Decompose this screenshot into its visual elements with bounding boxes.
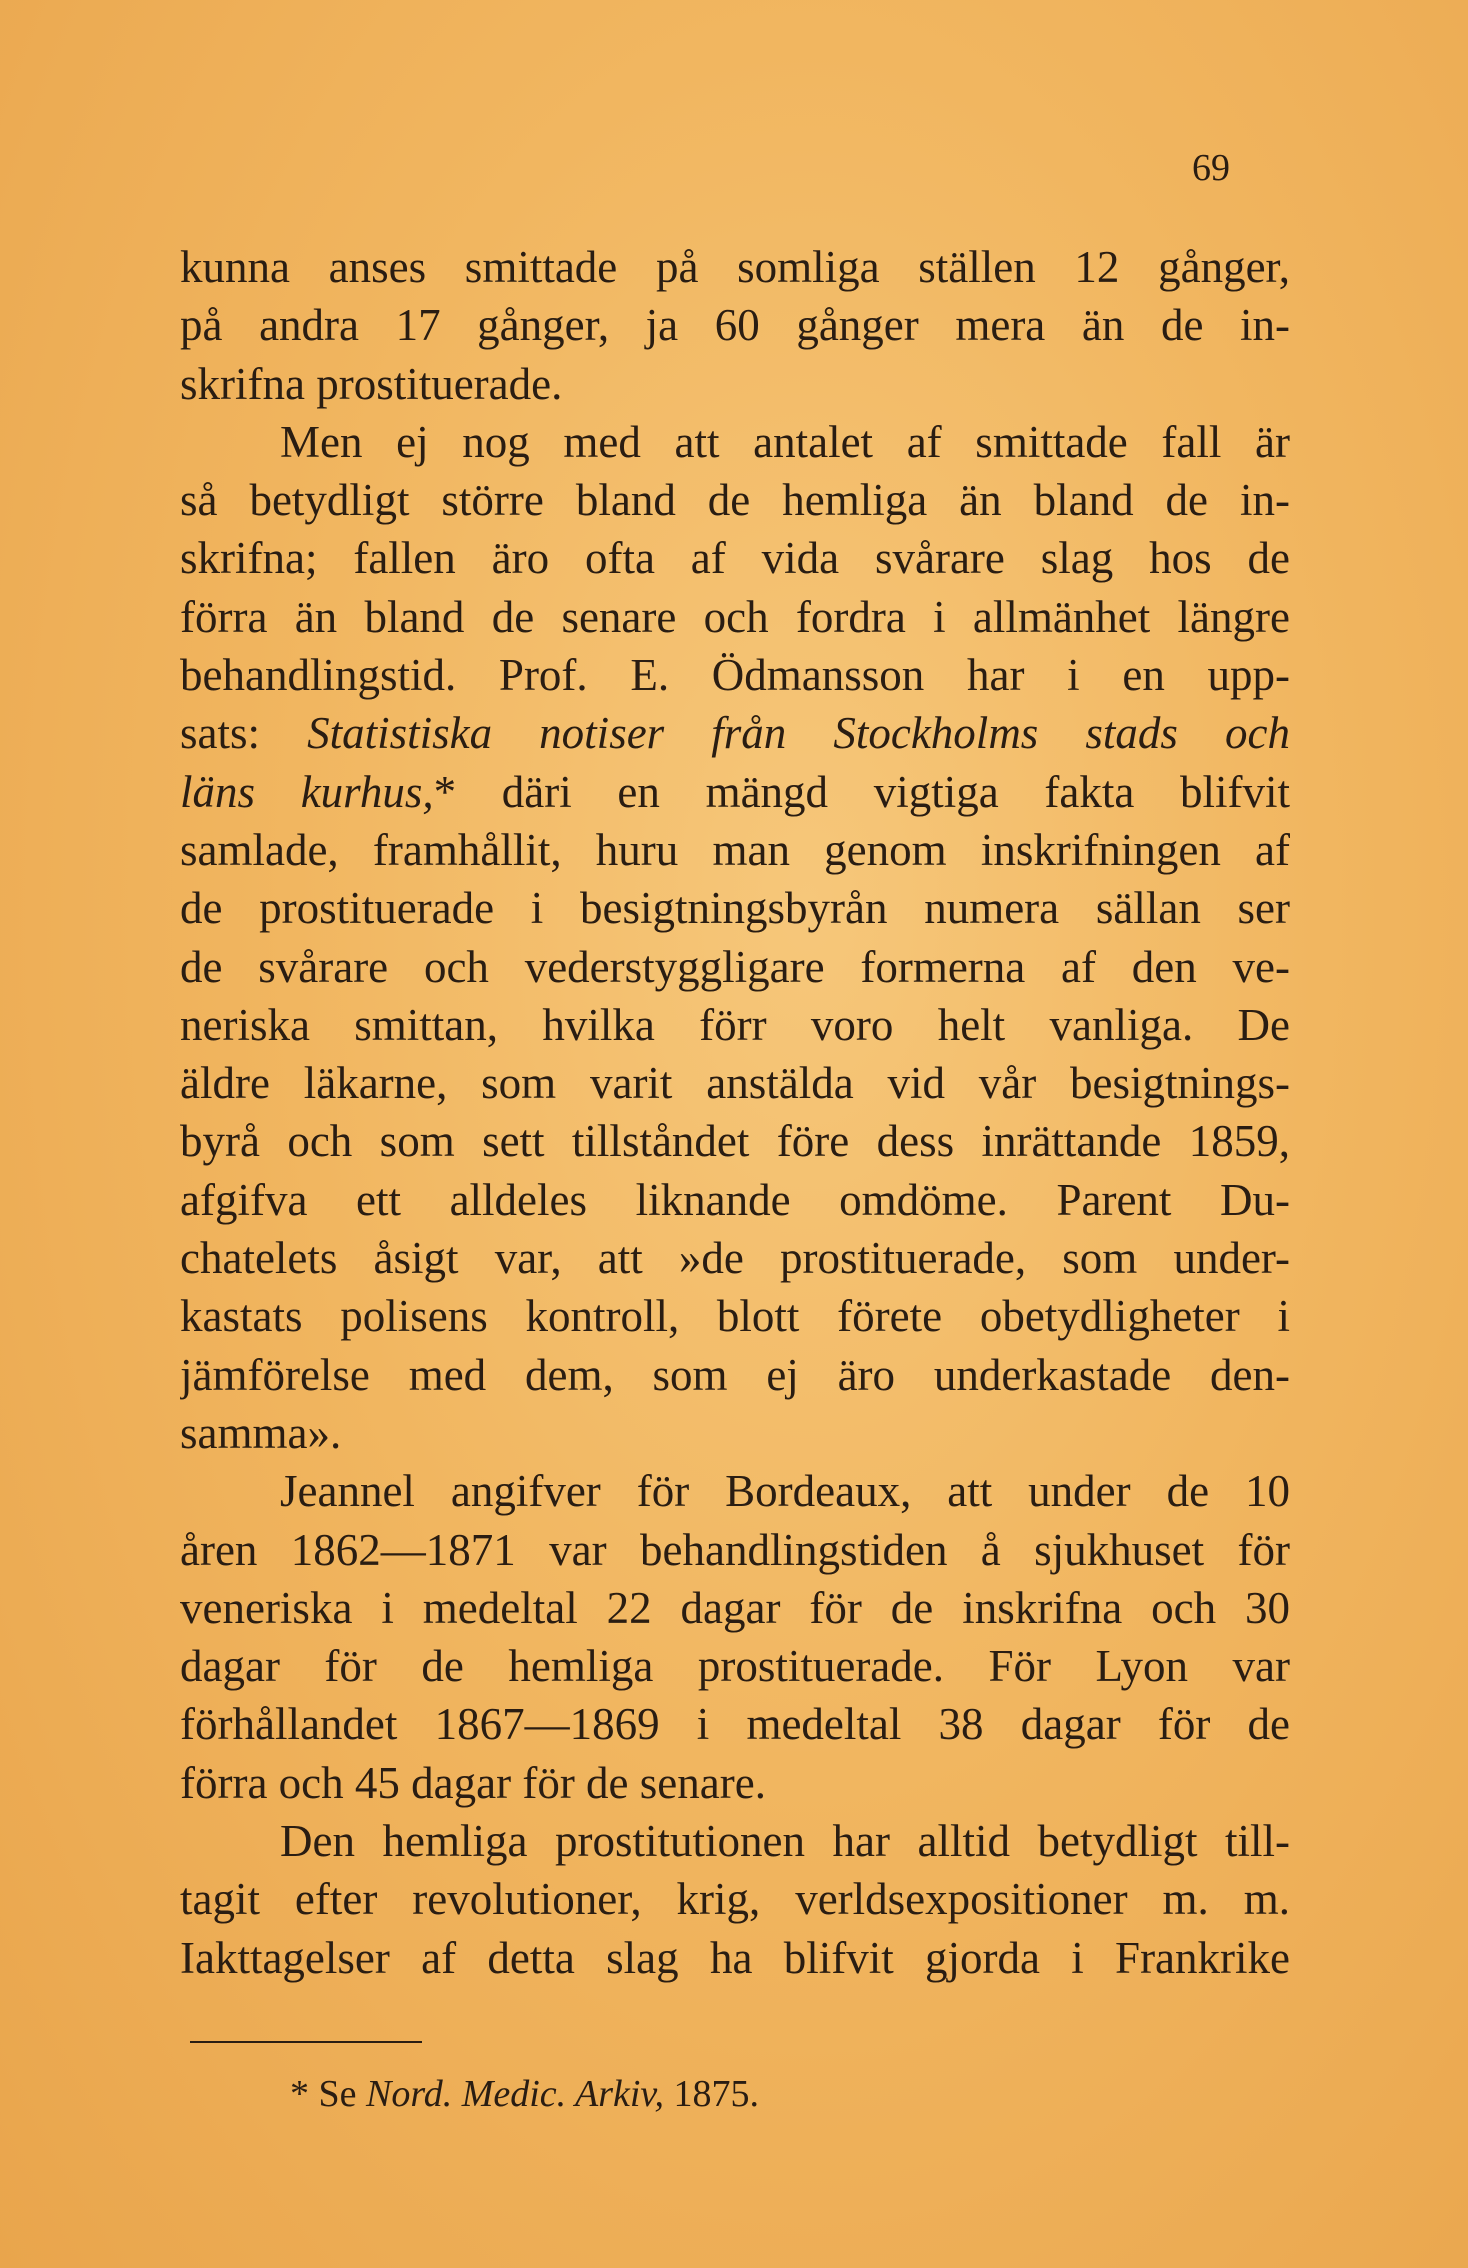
text-line: tagit efter revolutioner, krig, verldsexpositioner m. m. (180, 1874, 1290, 1925)
text-line: förra och 45 dagar för de senare. (180, 1757, 766, 1808)
text-line: äldre läkarne, som varit anstälda vid vår besigtnings- (180, 1058, 1290, 1109)
footnote-year: 1875. (673, 2073, 759, 2115)
italic-title: Statistiska notiser från Stockholms stads och (307, 708, 1290, 759)
text-line: chatelets åsigt var, att »de prostituerade, som under- (180, 1233, 1290, 1284)
page-number: 69 (1192, 147, 1230, 189)
body-text (180, 238, 1290, 1987)
text-line: samlade, framhållit, huru man genom inskrifningen af (180, 824, 1290, 875)
text-line: neriska smittan, hvilka förr voro helt vanliga. De (180, 999, 1290, 1050)
text-line: åren 1862—1871 var behandlingstiden å sjukhuset för (180, 1524, 1290, 1575)
footnote-divider (190, 2041, 422, 2043)
footnote-prefix: Se (318, 2073, 357, 2115)
text-line: Den hemliga prostitutionen har alltid betydligt till- (280, 1816, 1290, 1867)
text-line: de svårare och vederstyggligare formerna af den ve- (180, 941, 1290, 992)
text-line-with-italic (180, 704, 1290, 762)
footnote-marker: * (290, 2073, 309, 2115)
text-line: samma». (180, 1407, 342, 1458)
text-line: kastats polisens kontroll, blott förete obetydligheter i (180, 1291, 1290, 1342)
text-line: de prostituerade i besigtningsbyrån numera sällan ser (180, 883, 1290, 934)
text-line: Jeannel angifver för Bordeaux, att under de 10 (280, 1466, 1290, 1517)
text-line: skrifna; fallen äro ofta af vida svårare slag hos de (180, 533, 1290, 584)
text-line: behandlingstid. Prof. E. Ödmansson har i en upp- (180, 650, 1290, 701)
text-line: på andra 17 gånger, ja 60 gånger mera än de in- (180, 300, 1290, 351)
text-line: Men ej nog med att antalet af smittade fall är (280, 416, 1290, 467)
text-line: veneriska i medeltal 22 dagar för de inskrifna och 30 (180, 1582, 1290, 1633)
text-line: skrifna prostituerade. (180, 358, 563, 409)
text-line: så betydligt större bland de hemliga än bland de in- (180, 475, 1290, 526)
text-line-with-italic (180, 763, 1290, 821)
footnote-source: Nord. Medic. Arkiv, (366, 2073, 664, 2115)
text-line: afgifva ett alldeles liknande omdöme. Parent Du- (180, 1174, 1290, 1225)
text-segment: sats: (180, 708, 308, 759)
text-line: dagar för de hemliga prostituerade. För Lyon var (180, 1641, 1290, 1692)
text-line: förra än bland de senare och fordra i allmänhet längre (180, 591, 1290, 642)
text-line: jämförelse med dem, som ej äro underkastade den- (180, 1349, 1290, 1400)
text-line: förhållandet 1867—1869 i medeltal 38 dagar för de (180, 1699, 1290, 1750)
text-line: byrå och som sett tillståndet före dess inrättande 1859, (180, 1116, 1290, 1167)
text-segment: * däri en mängd vigtiga fakta blifvit (433, 766, 1290, 817)
italic-title: läns kurhus, (180, 766, 434, 817)
text-line: kunna anses smittade på somliga ställen 12 gånger, (180, 242, 1290, 292)
footnote (290, 2072, 759, 2116)
text-line: Iakttagelser af detta slag ha blifvit gjorda i Frankrike (180, 1932, 1290, 1983)
